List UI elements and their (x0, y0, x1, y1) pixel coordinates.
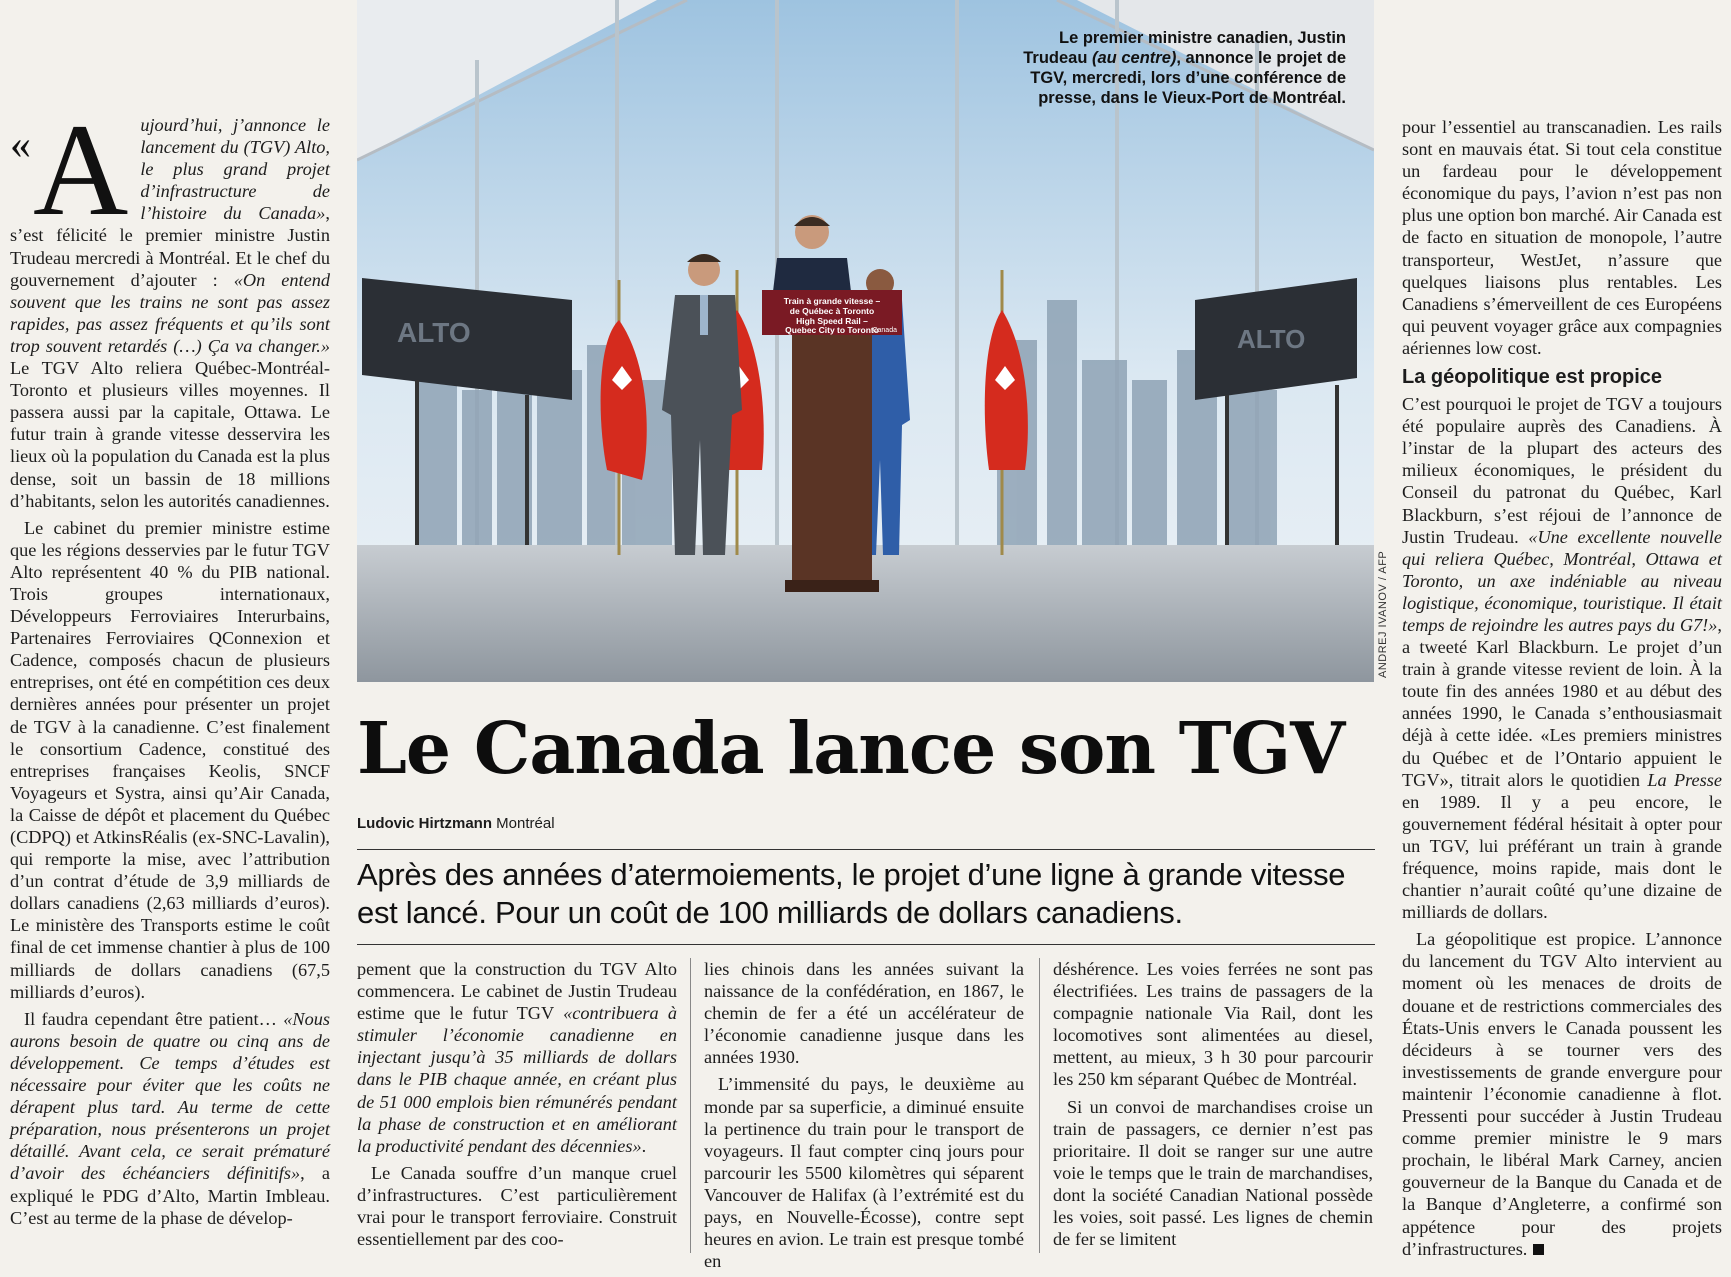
svg-text:ALTO: ALTO (1237, 324, 1306, 354)
divider (357, 944, 1375, 945)
paragraph: pement que la construction du TGV Alto commencera. Le cabinet de Justin Trudeau estime que le futur TGV «contribuera à stimuler l’économie canadienne en injectant jusqu’à 35 milliards de dollars dans le PIB chaque année, en créant plus de 51 000 emplois bien rémunérés pendant la phase de construction et en améliorant la productivité pendant des décennies». (357, 959, 677, 1156)
paragraph: Le Canada souffre d’un manque cruel d’infrastructures. C’est particulièrement vrai pour le transport ferroviaire. Construit essentiellement par des coo- (357, 1162, 677, 1250)
paragraph: pour l’essentiel au transcanadien. Les rails sont en mauvais état. Si tout cela constitue un fardeau pour le développement économique du pays, l’avion n’est pas non plus une option bon marché. Air Canada est de facto en situation de monopole, l’autre transporteur, WestJet, n’assure que quelques liaisons plus rentables. Les Canadiens s’émerveillent de ces Européens qui peuvent voyager grâce aux compagnies aériennes low cost. (1402, 117, 1722, 358)
headline: Le Canada lance son TGV (357, 706, 1345, 790)
lead-paragraph: «A ujourd’hui, j’annonce le lancement du (TGV) Alto, le plus grand projet d’infrastructure de l’histoire du Canada», s’est félicité le premier ministre Justin Trudeau mercredi à Montréal. Et le chef du gouvernement d’ajouter : «On entend souvent que les trains ne sont pas assez rapides, pas assez fréquents et qu’ils sont trop souvent retardés (…) Ça va changer.» Le TGV Alto reliera Québec-Montréal-Toronto et plusieurs villes moyennes. Il passera aussi par la capitale, Ottawa. Le futur train à grande vitesse desservira les lieux où la population du Canada est la plus dense, soit un bassin de 18 millions d’habitants, selon les autorités canadiennes. (10, 96, 330, 511)
location: Montréal (492, 815, 555, 832)
paragraph: La géopolitique est propice. L’annonce du lancement du TGV Alto intervient au moment où les menaces de droits de douane et de restrictions commerciales des États-Unis envers le Canada poussent les décideurs à se tourner vers des investissements de grande envergure pour maintenir l’économie canadienne à flot. Pressenti pour succéder à Justin Trudeau comme premier ministre le 9 mars prochain, le libéral Mark Carney, ancien gouverneur de la Banque du Canada et de la Banque d’Angleterre, a confirmé son appétence pour des projets d’infrastructures. (1402, 929, 1722, 1259)
photo-credit: ANDREJ IVANOV / AFP (1377, 550, 1389, 678)
svg-text:Canada: Canada (872, 327, 897, 334)
body-column-2 (704, 958, 1024, 1277)
svg-text:Train à grande vitesse –: Train à grande vitesse – (783, 296, 881, 306)
column-rule (1039, 958, 1040, 1253)
body-column-1 (357, 958, 677, 1255)
paragraph: Il faudra cependant être patient… «Nous aurons besoin de quatre ou cinq ans de développement. Ce temps d’études est nécessaire pour éviter que les coûts ne dérapent plus tard. Au terme de cette préparation, nous présenterons un projet détaillé. Avant cela, ce serait prématuré d’avoir des échéanciers définitifs», a expliqué le PDG d’Alto, Martin Imbleau. C’est au terme de la phase de dévelop- (10, 1008, 330, 1228)
paragraph: C’est pourquoi le projet de TGV a toujours été populaire auprès des Canadiens. À l’instar de la plupart des acteurs des milieux économiques, le président du Conseil du patronat du Québec, Karl Blackburn, s’est réjoui de l’annonce de Justin Trudeau. «Une excellente nouvelle qui reliera Québec, Montréal, Ottawa et Toronto, un axe indéniable au niveau logistique, économique, touristique. Il était temps de rejoindre les autres pays du G7!», a tweeté Karl Blackburn. Le projet d’un train à grande vitesse revient de loin. À la toute fin des années 1980 et au début des années 1990, le Canada s’enthousiasmait déjà à cette idée. «Les premiers ministres du Québec et de l’Ontario appuient le TGV», titrait alors le quotidien La Presse en 1989. Il y a peu encore, le gouvernement fédéral hésitait à opter pour un TGV, lui préférant un train à grande fréquence, moins rapide, mais dont le chantier n’aurait coûté qu’une dizaine de milliards de dollars. (1402, 394, 1723, 923)
paragraph: L’immensité du pays, le deuxième au monde par sa superficie, a diminué ensuite la pertinence du train pour le transport de voyageurs. Il faut compter cinq jours pour parcourir les 5500 kilomètres qui séparent Vancouver de Halifax (à l’extrémité est du pays, en Nouvelle-Écosse), contre sept heures en avion. Le train est presque tombé en (704, 1074, 1024, 1272)
standfirst: Après des années d’atermoiements, le projet d’une ligne à grande vitesse est lancé. Pour un coût de 100 milliards de dollars canadiens. (357, 857, 1346, 930)
svg-text:ALTO: ALTO (397, 317, 471, 348)
right-column (1402, 116, 1722, 1265)
press-photo (357, 0, 1374, 682)
body-column-3 (1053, 958, 1373, 1255)
author: Ludovic Hirtzmann (357, 815, 493, 832)
end-of-article-mark (1533, 1244, 1544, 1255)
left-column (10, 96, 330, 1234)
paragraph: Le cabinet du premier ministre estime que les régions desservies par le futur TGV Alto représentent 40 % du PIB national. Trois groupes internationaux, Développeurs Ferroviaires Interurbains, Partenaires Ferroviaires QConnexion et Cadence, composés chacun de plusieurs entreprises, ont été en compétition ces deux dernières années pour présenter un projet de TGV à la canadienne. C’est finalement le consortium Cadence, constitué des entreprises françaises Keolis, SNCF Voyageurs et Systra, ainsi qu’Air Canada, la Caisse de dépôt et placement du Québec (CDPQ) et AtkinsRéalis (ex-SNC-Lavalin), qui remporte la mise, avec l’attribution d’un contrat d’étude de 3,9 milliards de dollars canadiens (2,63 milliards d’euros). Le ministère des Transports estime le coût final de cet immense chantier à plus de 100 milliards de dollars canadiens (67,5 milliards d’euros). (10, 517, 330, 1002)
photo-caption: Le premier ministre canadien, Justin Trudeau (au centre), annonce le projet de TGV, mercredi, lors d’une conférence de presse, dans le Vieux-Port de Montréal. (1023, 29, 1346, 107)
paragraph: lies chinois dans les années suivant la naissance de la confédération, en 1867, le chemin de fer a été un accélérateur de l’économie canadienne jusque dans les années 1930. (704, 959, 1024, 1068)
divider (357, 849, 1375, 850)
svg-text:Quebec City to Toronto: Quebec City to Toronto (785, 325, 879, 335)
paragraph: Si un convoi de marchandises croise un train de passagers, ce dernier n’est pas prioritaire. Il doit se ranger sur une autre voie le temps que le train de marchandises, dont la société Canadian National possède les voies, soit passé. Les lignes de chemin de fer se limitent (1053, 1096, 1373, 1250)
svg-text:de Québec à Toronto: de Québec à Toronto (789, 306, 875, 316)
paragraph: déshérence. Les voies ferrées ne sont pas électrifiées. Les trains de passagers de la compagnie nationale Via Rail, dont les locomotives sont alimentées au diesel, mettent, au mieux, 3 h 30 pour parcourir les 250 km séparant Québec de Montréal. (1053, 959, 1373, 1090)
svg-text:High Speed Rail –: High Speed Rail – (796, 316, 868, 326)
byline (357, 815, 555, 832)
column-rule (690, 958, 691, 1253)
subheading: La géopolitique est propice (1402, 366, 1663, 389)
drop-cap: «A (10, 96, 129, 243)
